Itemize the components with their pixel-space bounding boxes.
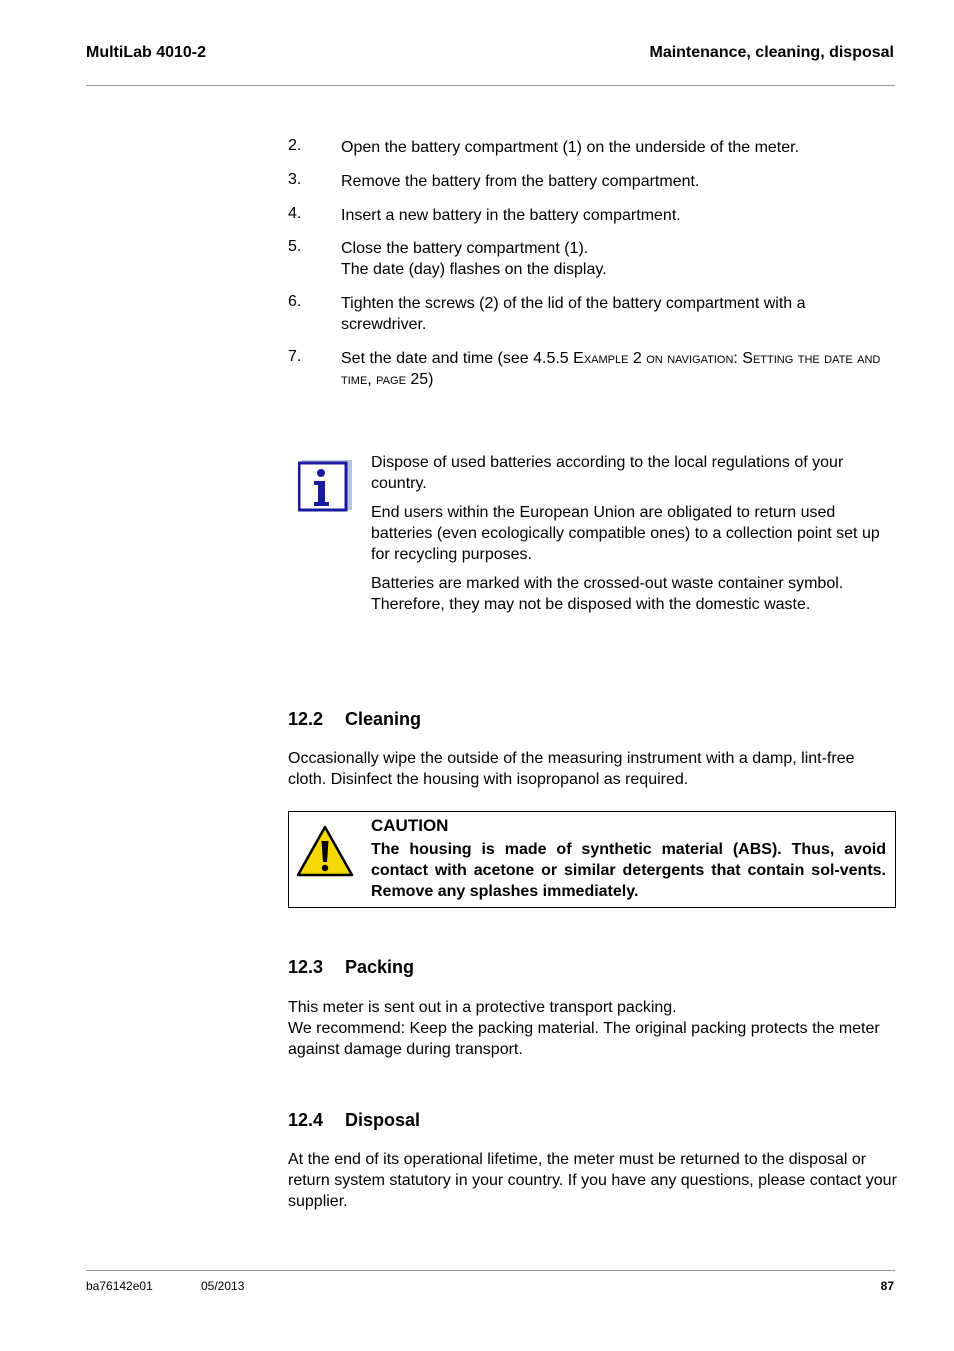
step-line: The date (day) flashes on the display. [341, 261, 607, 278]
section-number: 12.2 [288, 709, 324, 729]
warning-icon [296, 825, 354, 877]
footer-doc-id: ba76142e01 [86, 1279, 153, 1293]
section-title: Cleaning [345, 709, 422, 729]
section-title: Disposal [345, 1110, 421, 1130]
step-number: 5. [288, 238, 302, 255]
step-number: 4. [288, 205, 302, 222]
info-icon [298, 460, 352, 514]
header-rule [86, 85, 895, 86]
step-number: 7. [288, 348, 302, 365]
packing-line: We recommend: Keep the packing material. The original packing protects the meter against damage during transport. [288, 1020, 880, 1058]
step-text [341, 238, 901, 280]
packing-text [288, 997, 898, 1060]
step-number: 2. [288, 137, 302, 154]
note-text [371, 452, 891, 623]
section-title: Packing [345, 957, 415, 977]
step-line: Close the battery compartment (1). [341, 240, 589, 257]
step-text: Open the battery compartment (1) on the underside of the meter. [341, 139, 800, 156]
section-heading-packing [288, 957, 414, 978]
disposal-text: At the end of its operational lifetime, the meter must be returned to the disposal or return system statutory in your country. If you have any questions, please contact your supplier. [288, 1151, 897, 1210]
caution-text: The housing is made of synthetic material (ABS). Thus, avoid contact with acetone or similar detergents that contain sol-vents. Remove any splashes immediately. [371, 841, 886, 900]
header-section: Maintenance, cleaning, disposal [649, 44, 894, 61]
footer-date: 05/2013 [201, 1279, 245, 1293]
cleaning-text: Occasionally wipe the outside of the measuring instrument with a damp, lint-free cloth. Disinfect the housing with isopropanol as required. [288, 750, 855, 788]
footer-rule [86, 1270, 895, 1271]
step-text-before: Set the date and time (see 4.5.5 [341, 350, 574, 367]
cross-reference-link[interactable]: Example 2 on navigation: Setting the date and time, page [341, 350, 881, 388]
step-text [341, 348, 886, 390]
step-number: 3. [288, 171, 302, 188]
step-number: 6. [288, 293, 302, 310]
step-text: Remove the battery from the battery compartment. [341, 173, 700, 190]
section-heading-disposal [288, 1110, 420, 1131]
caution-title: CAUTION [371, 816, 449, 835]
section-number: 12.4 [288, 1110, 324, 1130]
section-heading-cleaning [288, 709, 421, 730]
step-text: Tighten the screws (2) of the lid of the battery compartment with a screwdriver. [341, 295, 806, 333]
page-number: 87 [880, 1279, 894, 1293]
note-paragraph: End users within the European Union are obligated to return used batteries (even ecologically compatible ones) to a collection point set up for recycling purposes. [371, 504, 880, 563]
step-text-after: 25) [405, 371, 434, 388]
note-paragraph: Batteries are marked with the crossed-out waste container symbol. Therefore, they may not be disposed with the domestic waste. [371, 575, 844, 613]
step-text: Insert a new battery in the battery compartment. [341, 207, 681, 224]
note-paragraph: Dispose of used batteries according to the local regulations of your country. [371, 454, 844, 492]
header-title: MultiLab 4010-2 [86, 44, 207, 61]
packing-line: This meter is sent out in a protective transport packing. [288, 999, 677, 1016]
section-number: 12.3 [288, 957, 324, 977]
